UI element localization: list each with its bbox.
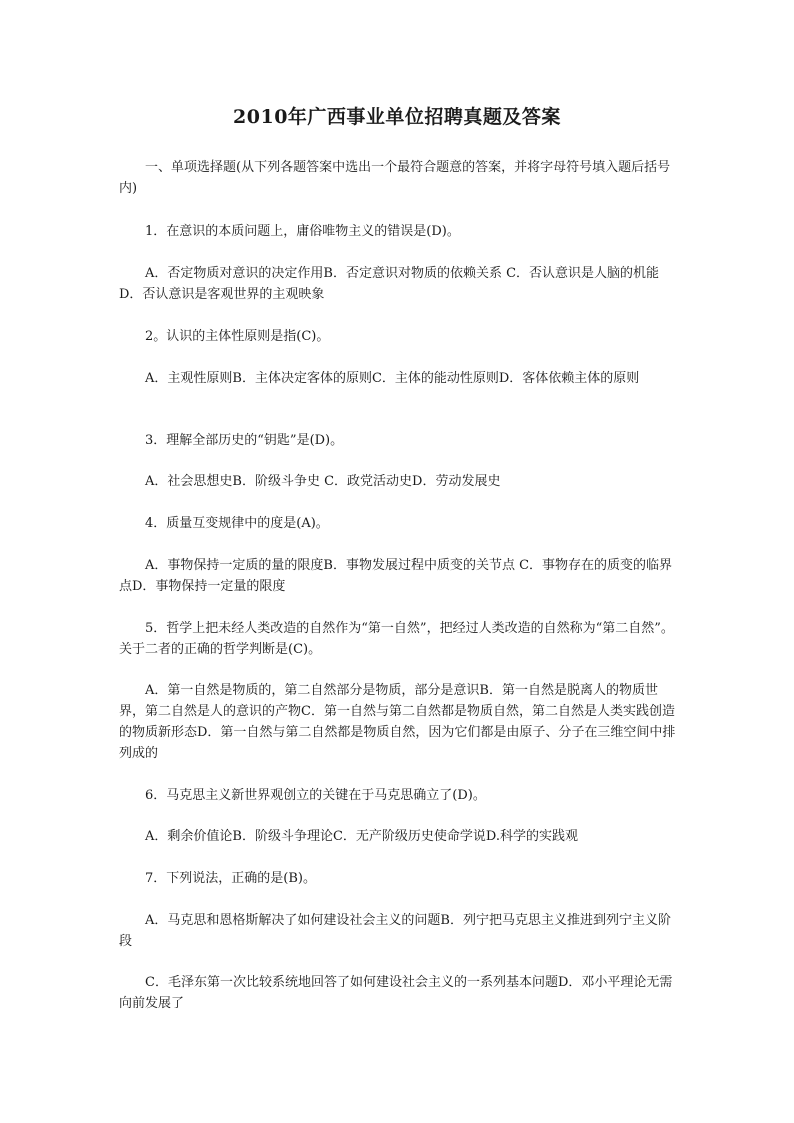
question-5: 5．哲学上把未经人类改造的自然作为“第一自然”，把经过人类改造的自然称为“第二自然”。关于二者的正确的哲学判断是(C)。 [119, 621, 674, 657]
question-1-options: A．否定物质对意识的决定作用B．否定意识对物质的依赖关系 C．否认意识是人脑的机能D．否认意识是客观世界的主观映象 [119, 266, 660, 302]
question-3: 3．理解全部历史的“钥匙”是(D)。 [145, 433, 344, 448]
question-6: 6．马克思主义新世界观创立的关键在于马克思确立了(D)。 [145, 788, 486, 803]
question-2-options: A．主观性原则B．主体决定客体的原则C．主体的能动性原则D．客体依赖主体的原则 [145, 371, 640, 386]
section-heading: 一、单项选择题(从下列各题答案中选出一个最符合题意的答案，并将字母符号填入题后括号内) [119, 160, 671, 196]
question-3-options: A．社会思想史B．阶级斗争史 C．政党活动史D．劳动发展史 [145, 474, 501, 489]
question-2: 2。认识的主体性原则是指(C)。 [145, 329, 330, 344]
question-4: 4．质量互变规律中的度是(A)。 [145, 516, 329, 531]
question-7-options-ab: A．马克思和恩格斯解决了如何建设社会主义的问题B．列宁把马克思主义推进到列宁主义阶段 [119, 913, 671, 949]
question-7: 7．下列说法，正确的是(B)。 [145, 871, 316, 886]
question-5-options: A．第一自然是物质的，第二自然部分是物质，部分是意识B．第一自然是脱离人的物质世界，第二自然是人的意识的产物C．第一自然与第二自然都是物质自然，第二自然是人类实践创造的物质新形态D．第一自然与第二自然都是物质自然，因为它们都是由原子、分子在三维空间中排列成的 [119, 683, 676, 761]
question-1: 1．在意识的本质问题上，庸俗唯物主义的错误是(D)。 [145, 224, 460, 239]
document-title: 2010年广西事业单位招聘真题及答案 [233, 106, 561, 128]
question-4-options: A．事物保持一定质的量的限度B．事物发展过程中质变的关节点 C．事物存在的质变的临界点D．事物保持一定量的限度 [119, 558, 673, 594]
question-7-options-cd: C．毛泽东第一次比较系统地回答了如何建设社会主义的一系列基本问题D．邓小平理论无需向前发展了 [119, 975, 673, 1011]
question-6-options: A．剩余价值论B．阶级斗争理论C．无产阶级历史使命学说D.科学的实践观 [145, 829, 578, 844]
